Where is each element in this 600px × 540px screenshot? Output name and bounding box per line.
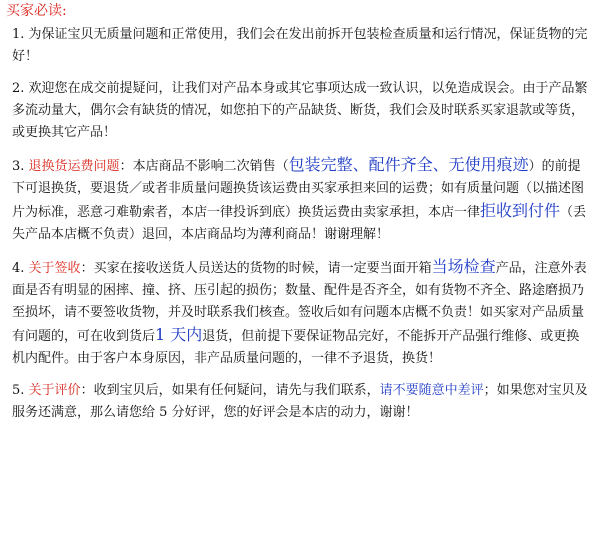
section-2-text: 欢迎您在成交前提疑问，让我们对产品本身或其它事项达成一致认识，以免造成误会。由于产品繁多流动量大，偶尔会有缺货的情况，如您拍下的产品缺货、断货，我们会及时联系买家退款或等货，或更换其它产品！ (12, 81, 588, 140)
section-3 (12, 154, 590, 246)
section-1-text: 为保证宝贝无质量问题和正常使用，我们会在发出前拆开包装检查质量和运行情况，保证货物的完好！ (12, 27, 588, 64)
notice-title: 买家必读: (6, 3, 67, 19)
section-4-number: 4. (12, 261, 25, 276)
section-5-text-1: ：收到宝贝后，如果有任何疑问，请先与我们联系， (80, 383, 380, 398)
section-4-highlight-1: 当场检查 (431, 257, 496, 276)
section-3-number: 3. (12, 159, 25, 174)
section-3-text-1: ：本店商品不影响二次销售（ (119, 159, 289, 174)
section-3-label: 退换货运费问题 (28, 159, 120, 174)
section-1 (12, 24, 590, 68)
section-4-text-2: 产品，注意外表面是否有明显的困摔、撞、挤、压引起的损伤；数量、配件是否齐全，如有货物不齐全、路途磨损乃至损坏，请不要签收货物，并及时联系我们核查。签收后如有问题本店概不负责！如买家对产品质量有问题的，可在收到货后 (12, 261, 587, 344)
section-1-number: 1. (12, 27, 25, 42)
section-3-text-3: （丢失产品本店概不负责）退回，本店商品均为薄利商品！谢谢理解！ (12, 205, 587, 242)
section-3-highlight-1: 包装完整、配件齐全、无使用痕迹 (288, 155, 529, 174)
section-4-text-3: 退货，但前提下要保证物品完好，不能拆开产品强行维修、或更换机内配件。由于客户本身原因，非产品质量问题的，一律不予退货，换货！ (12, 329, 580, 366)
section-4-text-1: ：买家在接收送货人员送达的货物的时候，请一定要当面开箱 (80, 261, 432, 276)
section-4 (12, 256, 590, 370)
section-5-number: 5. (12, 383, 25, 398)
section-4-highlight-2: 1 天内 (155, 325, 203, 344)
section-5-label: 关于评价 (28, 383, 81, 398)
section-4-label: 关于签收 (28, 261, 81, 276)
section-5-highlight-1: 请不要随意中差评 (379, 383, 484, 398)
section-3-text-2: ）的前提下可退换货，要退货／或者非质量问题换货该运费由买家承担来回的运费；如有质量问题（以描述图片为标准，恶意刁难勒索者，本店一律投诉到底）换货运费由卖家承担，本店一律 (12, 159, 585, 220)
section-3-highlight-2: 拒收到付件 (480, 201, 561, 220)
section-5-text-2: ；如果您对宝贝及服务还满意，那么请您给 5 分好评，您的好评会是本店的动力，谢谢！ (12, 383, 588, 420)
section-2 (12, 78, 590, 144)
section-5 (12, 380, 590, 424)
section-2-number: 2. (12, 81, 25, 96)
